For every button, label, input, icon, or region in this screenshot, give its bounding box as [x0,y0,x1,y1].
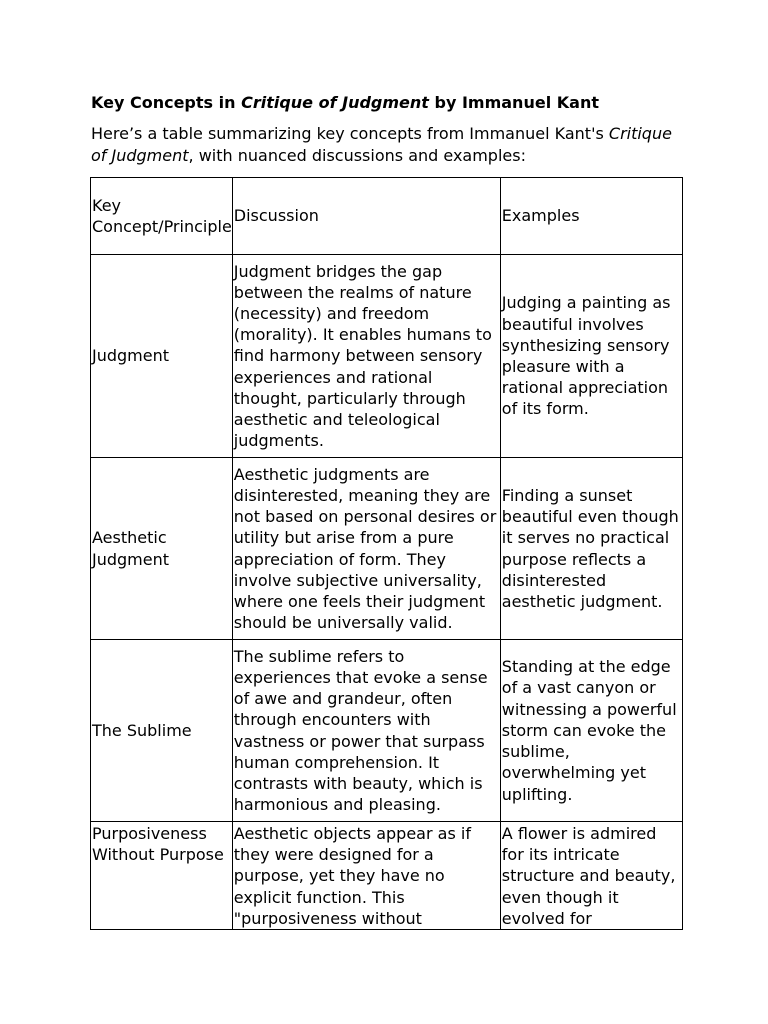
cell-concept: Purposiveness Without Purpose [91,822,233,930]
intro-before: Here’s a table summarizing key concepts from Immanuel Kant's [91,124,609,143]
table-row [91,255,683,458]
header-discussion: Discussion [232,178,500,255]
table-header-row [91,178,683,255]
table-row [91,458,683,640]
cell-concept: Judgment [91,255,233,458]
intro-work: Critique of Judgment [91,124,672,165]
title-suffix: by Immanuel Kant [428,93,599,112]
cell-examples: Standing at the edge of a vast canyon or witnessing a powerful storm can evoke the sublime, overwhelming yet uplifting. [500,640,682,822]
cell-discussion: Aesthetic objects appear as if they were designed for a purpose, yet they have no explicit function. This "purposiveness without [232,822,500,930]
document-title [91,92,599,114]
cell-examples: Judging a painting as beautiful involves synthesizing sensory pleasure with a rational appreciation of its form. [500,255,682,458]
cell-discussion: Judgment bridges the gap between the realms of nature (necessity) and freedom (morality). It enables humans to find harmony between sensory experiences and rational thought, particularly through aesthetic and teleological judgments. [232,255,500,458]
table-row [91,640,683,822]
concepts-table [90,177,683,930]
cell-examples: A flower is admired for its intricate structure and beauty, even though it evolved for [500,822,682,930]
title-prefix: Key Concepts in [91,93,242,112]
table-row [91,822,683,930]
cell-discussion: Aesthetic judgments are disinterested, meaning they are not based on personal desires or utility but arise from a pure appreciation of form. They involve subjective universality, where one feels their judgment should be universally valid. [232,458,500,640]
intro-paragraph [91,123,691,167]
cell-examples: Finding a sunset beautiful even though it serves no practical purpose reflects a disinterested aesthetic judgment. [500,458,682,640]
cell-concept: The Sublime [91,640,233,822]
intro-after: , with nuanced discussions and examples: [188,146,526,165]
cell-concept: Aesthetic Judgment [91,458,233,640]
header-concept: Key Concept/Principle [91,178,233,255]
cell-discussion: The sublime refers to experiences that evoke a sense of awe and grandeur, often through encounters with vastness or power that surpass human comprehension. It contrasts with beauty, which is harmonious and pleasing. [232,640,500,822]
header-examples: Examples [500,178,682,255]
title-work: Critique of Judgment [241,93,429,112]
